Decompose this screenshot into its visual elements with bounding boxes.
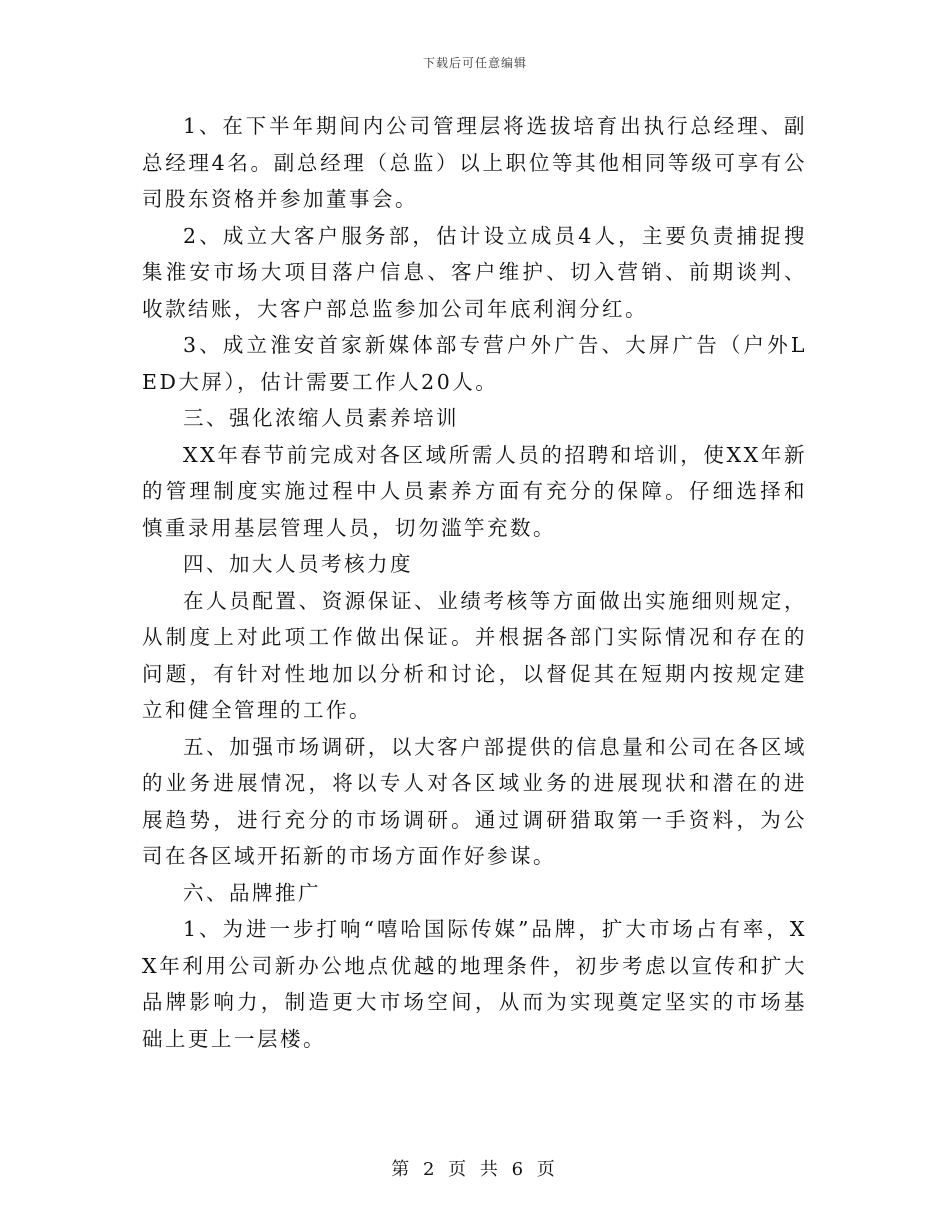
paragraph-4: XX年春节前完成对各区域所需人员的招聘和培训，使XX年新的管理制度实施过程中人员素养方面有充分的保障。仔细选择和慎重录用基层管理人员，切勿滥竽充数。 <box>142 442 807 540</box>
paragraph-1: 1、在下半年期间内公司管理层将选拔培育出执行总经理、副总经理4名。副总经理（总监）以上职位等其他相同等级可享有公司股东资格并参加董事会。 <box>142 114 807 211</box>
paragraph-2: 2、成立大客户服务部，估计设立成员4人，主要负责捕捉搜集淮安市场大项目落户信息、客户维护、切入营销、前期谈判、收款结账，大客户部总监参加公司年底利润分红。 <box>142 223 807 321</box>
paragraph-7: 1、为进一步打响“嘻哈国际传媒”品牌，扩大市场占有率，XX年利用公司新办公地点优越的地理条件，初步考虑以宣传和扩大品牌影响力，制造更大市场空间，从而为实现奠定坚实的市场基础上更上一层楼。 <box>142 917 807 1051</box>
page-number: 第 2 页 共 6 页 <box>391 1159 559 1180</box>
document-body <box>142 108 807 1057</box>
paragraph-3: 3、成立淮安首家新媒体部专营户外广告、大屏广告（户外LED大屏），估计需要工作人20人。 <box>142 333 807 394</box>
section-heading-6: 六、品牌推广 <box>183 880 321 905</box>
paragraph-6: 五、加强市场调研，以大客户部提供的信息量和公司在各区域的业务进展情况，将以专人对各区域业务的进展现状和潜在的进展趋势，进行充分的市场调研。通过调研猎取第一手资料，为公司在各区域开拓新的市场方面作好参谋。 <box>142 734 807 868</box>
page-header: 下载后可任意编辑 <box>422 56 527 70</box>
paragraph-5: 在人员配置、资源保证、业绩考核等方面做出实施细则规定，从制度上对此项工作做出保证。并根据各部门实际情况和存在的问题，有针对性地加以分析和讨论，以督促其在短期内按规定建立和健全管理的工作。 <box>142 588 807 722</box>
section-heading-4: 四、加大人员考核力度 <box>183 552 413 576</box>
section-heading-3: 三、强化浓缩人员素养培训 <box>183 406 459 430</box>
